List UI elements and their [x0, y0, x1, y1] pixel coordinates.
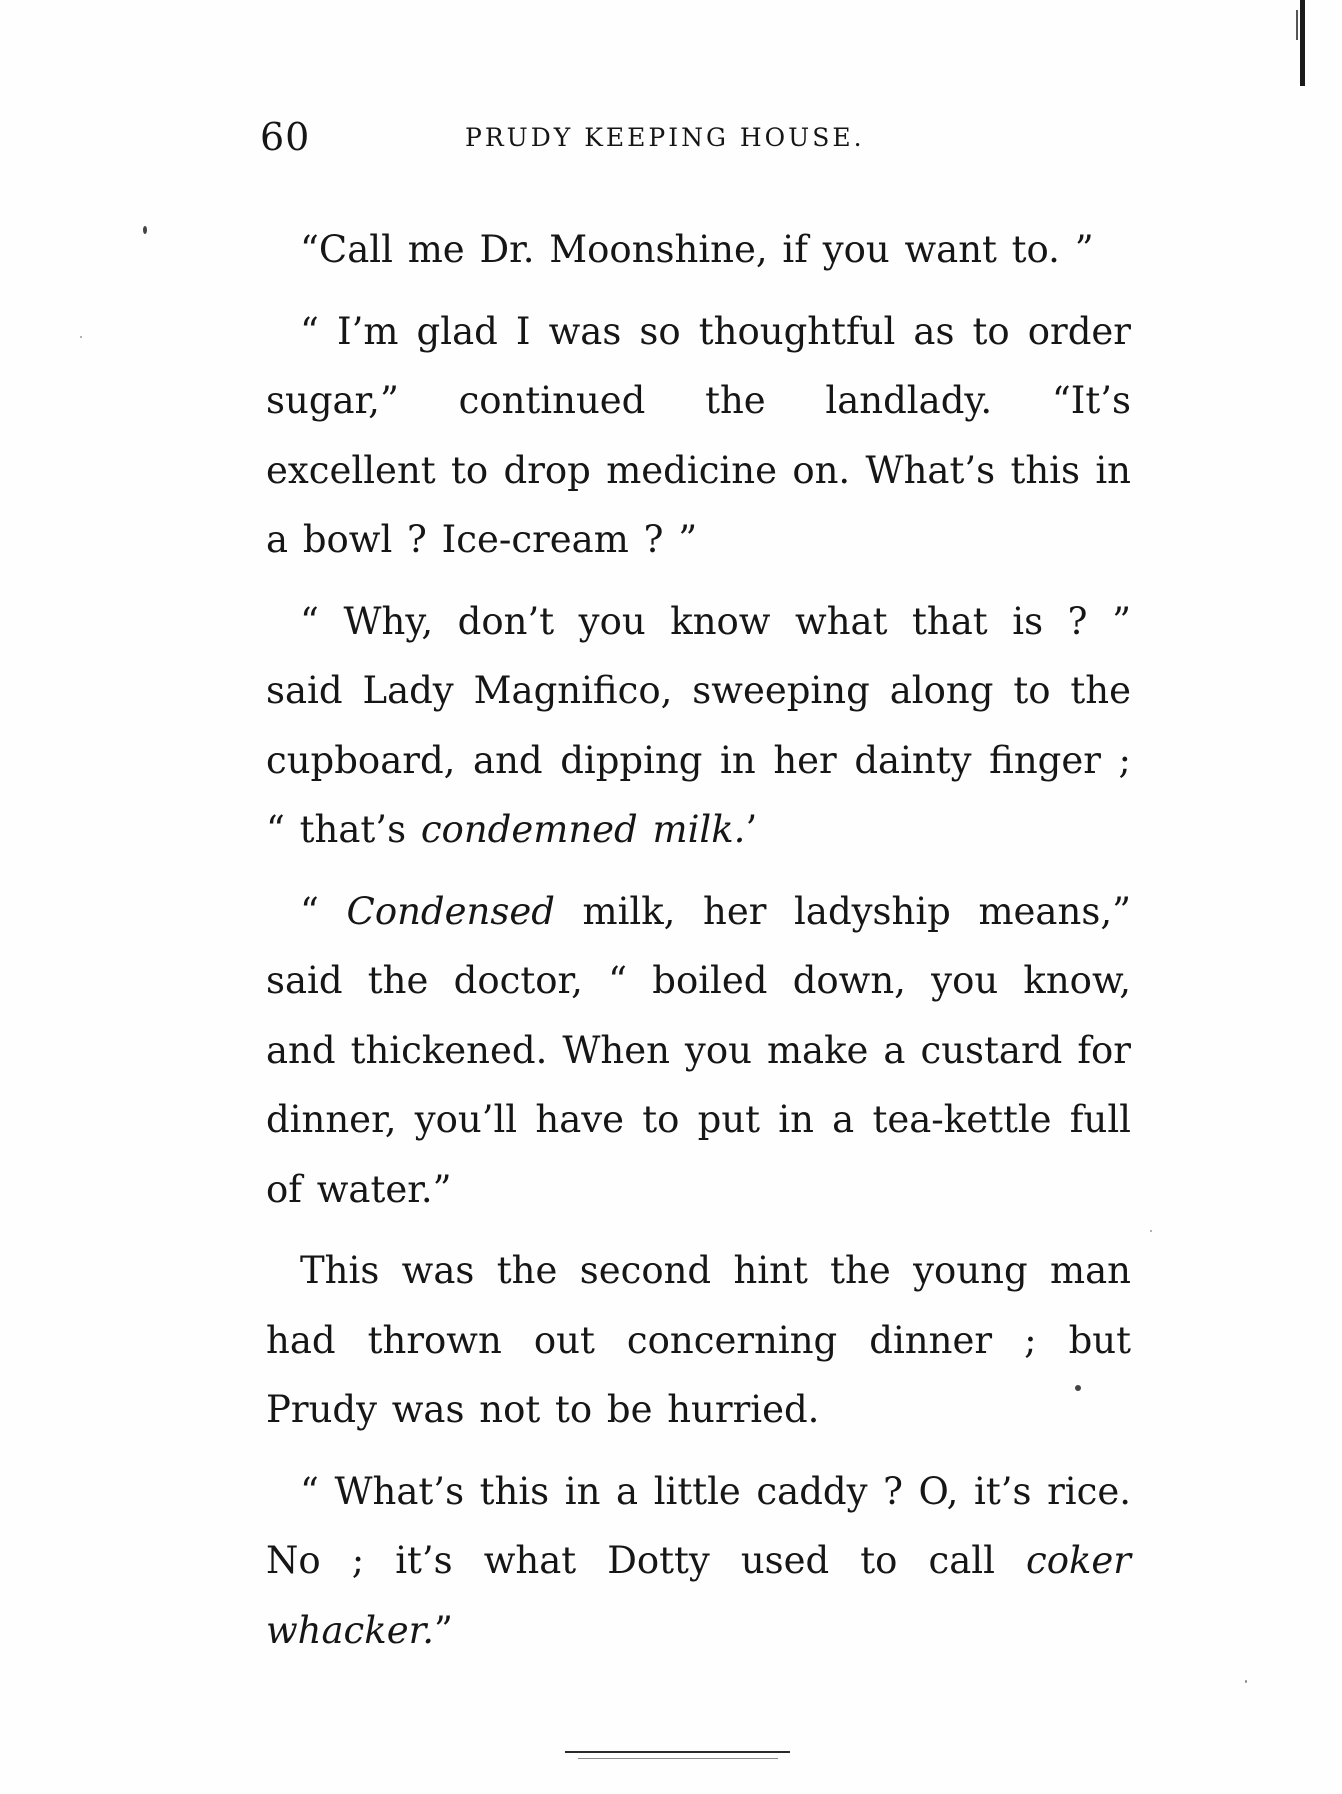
- italic-segment: condemned milk.: [420, 808, 746, 851]
- text-segment: ’: [745, 808, 758, 851]
- running-head: [260, 112, 1130, 162]
- italic-segment: Condensed: [346, 889, 555, 933]
- paragraph-4: [266, 877, 1131, 1225]
- running-title: PRUDY KEEPING HOUSE.: [465, 123, 865, 152]
- text-segment: “ I’m glad I was so thoughtful as to order sugar,” continued the landlady. “It’s excellent to drop medicine on. What’s this in a bowl ? Ice-cream ? ”: [266, 309, 1131, 561]
- text-segment: “ What’s this in a little caddy ? O, it’s rice. No ; it’s what Dotty used to call: [266, 1469, 1131, 1582]
- page-number: 60: [260, 115, 311, 159]
- paragraph-5: [266, 1236, 1131, 1445]
- text-segment: “ Why, don’t you know what that is ? ” said Lady Magnifico, sweeping along to the cupboard, and dipping in her dainty finger ; “ that’s: [266, 599, 1131, 851]
- body-text: [266, 215, 1131, 1677]
- paragraph-3: [266, 587, 1131, 865]
- text-segment: This was the second hint the young man had thrown out concerning dinner ; but Prudy was not to be hurried.: [266, 1249, 1131, 1431]
- scan-edge-mark: [1296, 10, 1298, 40]
- scan-edge-mark: [1300, 0, 1305, 86]
- text-segment: ”: [433, 1608, 453, 1652]
- scan-speck: [1245, 1680, 1247, 1683]
- scan-speck: [80, 336, 82, 338]
- text-segment: milk, her ladyship means,” said the doctor, “ boiled down, you know, and thickened. When you make a custard for dinner, you’ll have to put in a tea-kettle full of water.”: [266, 889, 1131, 1211]
- scan-speck: [1150, 1230, 1152, 1232]
- text-segment: “Call me Dr. Moonshine, if you want to. ”: [300, 228, 1094, 271]
- scan-speck: [1075, 1385, 1081, 1391]
- scan-speck: [143, 226, 147, 234]
- paragraph-2: [266, 297, 1131, 575]
- paragraph-1: [266, 215, 1131, 285]
- paragraph-6: [266, 1457, 1131, 1666]
- footer-rule-shadow: [578, 1758, 778, 1759]
- italic-segment: coker whacker.: [266, 1539, 1131, 1652]
- footer-rule: [565, 1751, 790, 1753]
- text-segment: “: [300, 889, 347, 933]
